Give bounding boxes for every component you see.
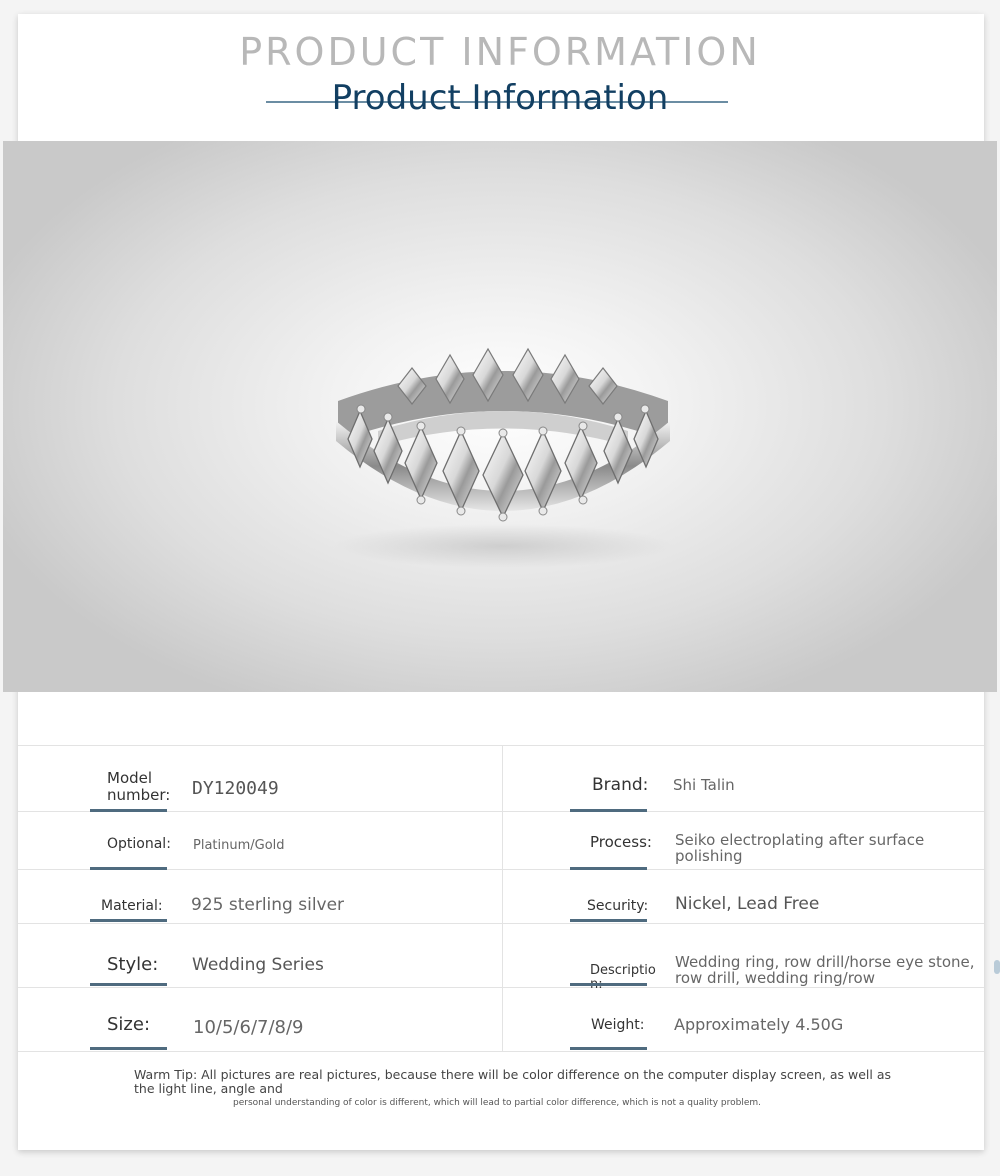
weight-label: Weight: bbox=[591, 1017, 645, 1033]
process-value bbox=[675, 832, 924, 864]
title-caps: PRODUCT INFORMATION bbox=[239, 30, 761, 74]
description-value-line1: Wedding ring, row drill/horse eye stone, bbox=[675, 953, 975, 971]
warm-tip-line1: Warm Tip: All pictures are real pictures, because there will be color difference on the computer display screen, as well as bbox=[134, 1067, 892, 1082]
weight-value: Approximately 4.50G bbox=[674, 1015, 844, 1034]
description-value-line2: row drill, wedding ring/row bbox=[675, 969, 875, 987]
warm-tip-line2: the light line, angle and bbox=[134, 1081, 283, 1096]
description-label bbox=[590, 964, 656, 992]
size-value: 10/5/6/7/8/9 bbox=[193, 1017, 304, 1038]
product-photo bbox=[3, 141, 997, 692]
label-underline bbox=[90, 809, 167, 812]
size-label: Size: bbox=[107, 1014, 151, 1035]
style-label: Style: bbox=[107, 954, 159, 975]
edge-marker bbox=[994, 960, 1000, 974]
material-label: Material: bbox=[101, 898, 163, 914]
title-subtitle: Product Information bbox=[331, 78, 669, 118]
description-label-line1: Descriptio bbox=[590, 963, 656, 978]
label-underline bbox=[570, 867, 647, 870]
row-divider bbox=[18, 987, 984, 988]
spec-table bbox=[18, 745, 984, 1051]
label-underline bbox=[90, 983, 167, 986]
brand-value: Shi Talin bbox=[673, 776, 735, 794]
model-number-label bbox=[107, 770, 170, 804]
warm-tip bbox=[134, 1068, 894, 1096]
label-underline bbox=[90, 919, 167, 922]
process-label: Process: bbox=[590, 833, 652, 851]
label-underline bbox=[570, 919, 647, 922]
column-divider bbox=[502, 745, 503, 1051]
process-value-line1: Seiko electroplating after surface bbox=[675, 831, 925, 849]
warm-tip-footnote: personal understanding of color is different, which will lead to partial color difference, which is not a quality problem. bbox=[233, 1098, 762, 1108]
model-number-value: DY120049 bbox=[192, 778, 279, 799]
label-underline bbox=[90, 1047, 167, 1050]
ring-icon bbox=[3, 141, 997, 692]
process-value-line2: polishing bbox=[675, 847, 743, 865]
label-underline bbox=[570, 809, 647, 812]
model-number-label-line1: Model bbox=[107, 769, 153, 787]
material-value: 925 sterling silver bbox=[191, 895, 345, 915]
security-label: Security: bbox=[587, 898, 649, 914]
row-divider bbox=[18, 745, 984, 746]
brand-label: Brand: bbox=[592, 775, 649, 795]
label-underline bbox=[570, 983, 647, 986]
row-divider bbox=[18, 1051, 984, 1052]
optional-value: Platinum/Gold bbox=[193, 838, 285, 853]
style-value: Wedding Series bbox=[192, 955, 324, 975]
label-underline bbox=[570, 1047, 647, 1050]
security-value: Nickel, Lead Free bbox=[675, 894, 820, 914]
optional-label: Optional: bbox=[107, 836, 171, 852]
label-underline bbox=[90, 867, 167, 870]
description-value bbox=[675, 954, 975, 986]
row-divider bbox=[18, 923, 984, 924]
model-number-label-line2: number: bbox=[107, 786, 171, 804]
